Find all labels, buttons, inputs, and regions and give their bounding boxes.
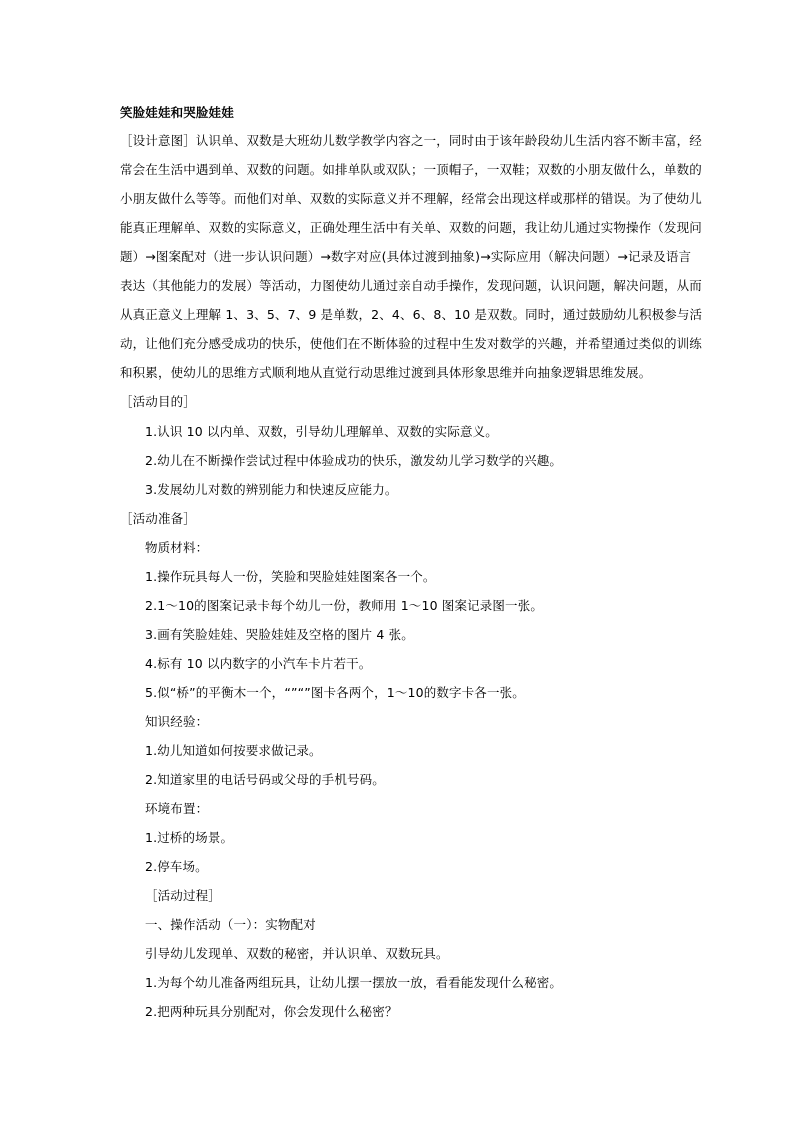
design-intent-line: ［设计意图］认识单、双数是大班幼儿数学教学内容之一，同时由于该年龄段幼儿生活内容不断丰富，经 — [120, 133, 702, 148]
process-heading: ［活动过程］ — [145, 888, 221, 903]
goal-item: 1.认识 10 以内单、双数，引导幼儿理解单、双数的实际意义。 — [145, 424, 498, 439]
knowledge-item: 1.幼儿知道如何按要求做记录。 — [145, 743, 322, 758]
materials-heading: 物质材料： — [145, 540, 209, 555]
process-step: 2.把两种玩具分别配对，你会发现什么秘密？ — [145, 1004, 398, 1019]
material-item: 3.画有笑脸娃娃、哭脸娃娃及空格的图片 4 张。 — [145, 627, 414, 642]
document-title: 笑脸娃娃和哭脸娃娃 — [120, 105, 234, 120]
goals-heading: ［活动目的］ — [120, 394, 196, 409]
environment-item: 1.过桥的场景。 — [145, 830, 234, 845]
environment-item: 2.停车场。 — [145, 859, 208, 874]
knowledge-item: 2.知道家里的电话号码或父母的手机号码。 — [145, 772, 385, 787]
process-section-intro: 引导幼儿发现单、双数的秘密，并认识单、双数玩具。 — [145, 946, 449, 961]
design-intent-line: 和积累，使幼儿的思维方式顺利地从直觉行动思维过渡到具体形象思维并向抽象逻辑思维发展。 — [120, 365, 652, 380]
process-step: 1.为每个幼儿准备两组玩具，让幼儿摆一摆放一放，看看能发现什么秘密。 — [145, 975, 563, 990]
environment-heading: 环境布置： — [145, 801, 209, 816]
design-intent-line: 能真正理解单、双数的实际意义，正确处理生活中有关单、双数的问题，我让幼儿通过实物操作（发现问 — [120, 220, 702, 235]
material-item: 1.操作玩具每人一份，笑脸和哭脸娃娃图案各一个。 — [145, 569, 436, 584]
material-item: 2.1～10的图案记录卡每个幼儿一份，教师用 1～10 图案记录图一张。 — [145, 598, 543, 613]
design-intent-line: 表达（其他能力的发展）等活动，力图使幼儿通过亲自动手操作，发现问题，认识问题，解决问题，从而 — [120, 278, 702, 293]
prep-heading: ［活动准备］ — [120, 511, 196, 526]
design-intent-line: 从真正意义上理解 1、3、5、7、9 是单数，2、4、6、8、10 是双数。同时，通过鼓励幼儿积极参与活 — [120, 307, 703, 322]
goal-item: 2.幼儿在不断操作尝试过程中体验成功的快乐，激发幼儿学习数学的兴趣。 — [145, 453, 563, 468]
goal-item: 3.发展幼儿对数的辨别能力和快速反应能力。 — [145, 482, 398, 497]
material-item: 4.标有 10 以内数字的小汽车卡片若干。 — [145, 656, 372, 671]
material-item: 5.似“桥”的平衡木一个，“”“”图卡各两个，1～10的数字卡各一张。 — [145, 685, 525, 700]
process-section-heading: 一、操作活动（一）：实物配对 — [145, 917, 316, 932]
design-intent-line: 常会在生活中遇到单、双数的问题。如排单队或双队；一顶帽子，一双鞋；双数的小朋友做什么，单数的 — [120, 162, 702, 177]
design-intent-line: 题）→图案配对（进一步认识问题）→数字对应(具体过渡到抽象)→实际应用（解决问题）→记录及语言 — [120, 249, 692, 264]
knowledge-heading: 知识经验： — [145, 714, 209, 729]
design-intent-line: 动，让他们充分感受成功的快乐，使他们在不断体验的过程中生发对数学的兴趣，并希望通过类似的训练 — [120, 336, 702, 351]
design-intent-line: 小朋友做什么等等。而他们对单、双数的实际意义并不理解，经常会出现这样或那样的错误。为了使幼儿 — [120, 191, 702, 206]
